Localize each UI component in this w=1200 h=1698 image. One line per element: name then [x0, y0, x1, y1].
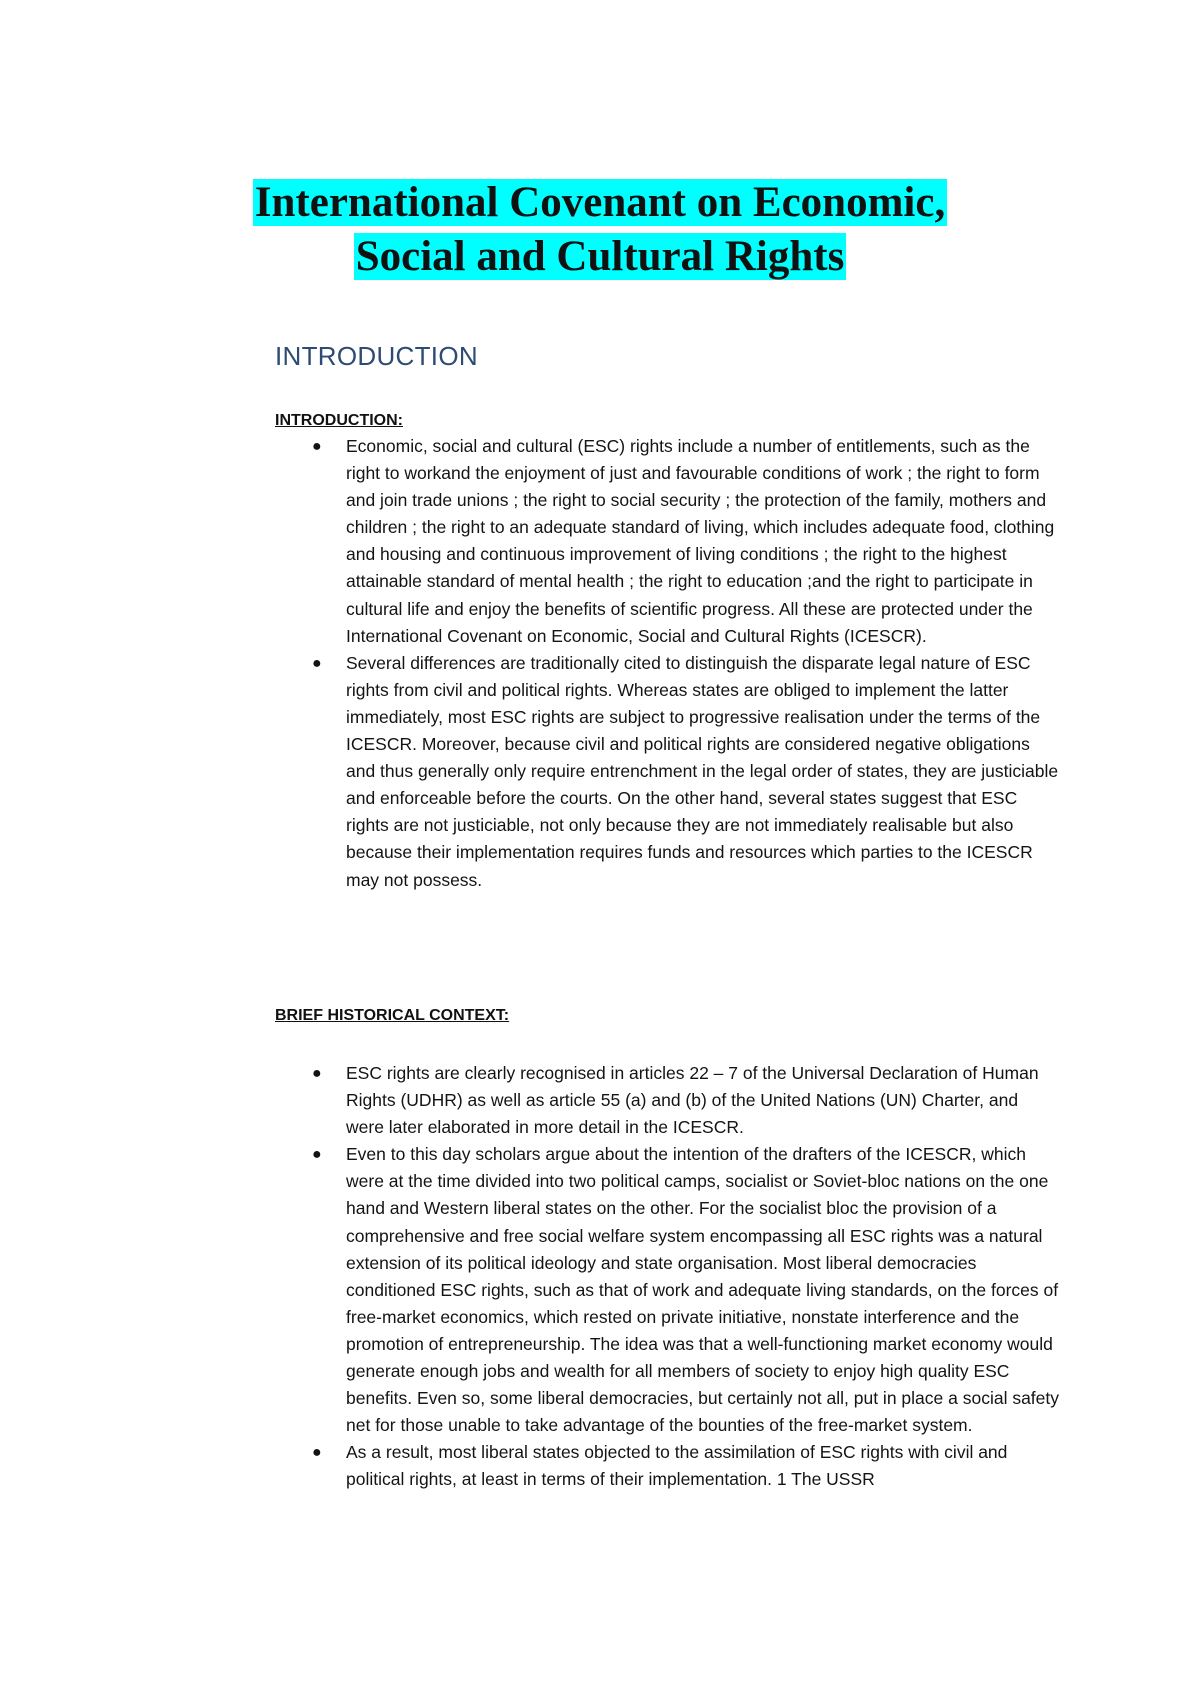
- subheading-introduction: INTRODUCTION:: [275, 412, 403, 429]
- bullet-text: Even to this day scholars argue about the intention of the drafters of the ICESCR, which were at the time divided into two political camps, socialist or Soviet-bloc nations on the one hand and Western liberal states on the other. For the socialist bloc the provision of a comprehensive and free social welfare system encompassing all ESC rights was a natural extension of its political ideology and state organisation. Most liberal democracies conditioned ESC rights, such as that of work and adequate living standards, on the forces of free-market economics, which rested on private initiative, nonstate interference and the promotion of entrepreneurship. The idea was that a well-functioning market economy would generate enough jobs and wealth for all members of society to enjoy high quality ESC benefits. Even so, some liberal democracies, but certainly not all, put in place a social safety net for those unable to take advantage of the bounties of the free-market system.: [346, 1144, 1060, 1436]
- bullet-icon: ●: [312, 1444, 322, 1462]
- bullet-text: ESC rights are clearly recognised in articles 22 – 7 of the Universal Declaration of Human Rights (UDHR) as well as article 55 (a) and (b) of the United Nations (UN) Charter, and were later elaborated in more detail in the ICESCR.: [346, 1063, 1039, 1138]
- bullet-text: Economic, social and cultural (ESC) rights include a number of entitlements, such as the right to workand the enjoyment of just and favourable conditions of work ; the right to form and join trade unions ; the right to social security ; the protection of the family, mothers and children ; the right to an adequate standard of living, which includes adequate food, clothing and housing and continuous improvement of living conditions ; the right to the highest attainable standard of mental health ; the right to education ;and the right to participate in cultural life and enjoy the benefits of scientific progress. All these are protected under the International Covenant on Economic, Social and Cultural Rights (ICESCR).: [346, 436, 1055, 646]
- list-item: [0, 1141, 1060, 1439]
- bullet-icon: ●: [312, 654, 322, 672]
- list-item: [0, 433, 1060, 650]
- subheading-historical-context: BRIEF HISTORICAL CONTEXT:: [275, 1007, 510, 1024]
- bullet-text: As a result, most liberal states objected to the assimilation of ESC rights with civil and political rights, at least in terms of their implementation. 1 The USSR: [346, 1442, 1008, 1490]
- bullet-icon: ●: [312, 1146, 322, 1164]
- introduction-bullet-list: [0, 433, 1200, 894]
- section-heading: INTRODUCTION: [275, 341, 478, 371]
- list-item: [0, 1439, 1060, 1493]
- bullet-icon: ●: [312, 438, 322, 455]
- title-line-2: Social and Cultural Rights: [355, 233, 845, 280]
- document-title: [0, 176, 1200, 284]
- bullet-icon: ●: [312, 1065, 322, 1082]
- list-item: [0, 650, 1060, 894]
- historical-context-bullet-list: [0, 1060, 1200, 1494]
- bullet-text: Several differences are traditionally cited to distinguish the disparate legal nature of ESC rights from civil and political rights. Whereas states are obliged to implement the latter immediately, most ESC rights are subject to progressive realisation under the terms of the ICESCR. Moreover, because civil and political rights are considered negative obligations and thus generally only require entrenchment in the legal order of states, they are justiciable and enforceable before the courts. On the other hand, several states suggest that ESC rights are not justiciable, not only because they are not immediately realisable but also because their implementation requires funds and resources which parties to the ICESCR may not possess.: [346, 652, 1059, 890]
- title-line-1: International Covenant on Economic,: [254, 179, 946, 226]
- list-item: [0, 1060, 1060, 1141]
